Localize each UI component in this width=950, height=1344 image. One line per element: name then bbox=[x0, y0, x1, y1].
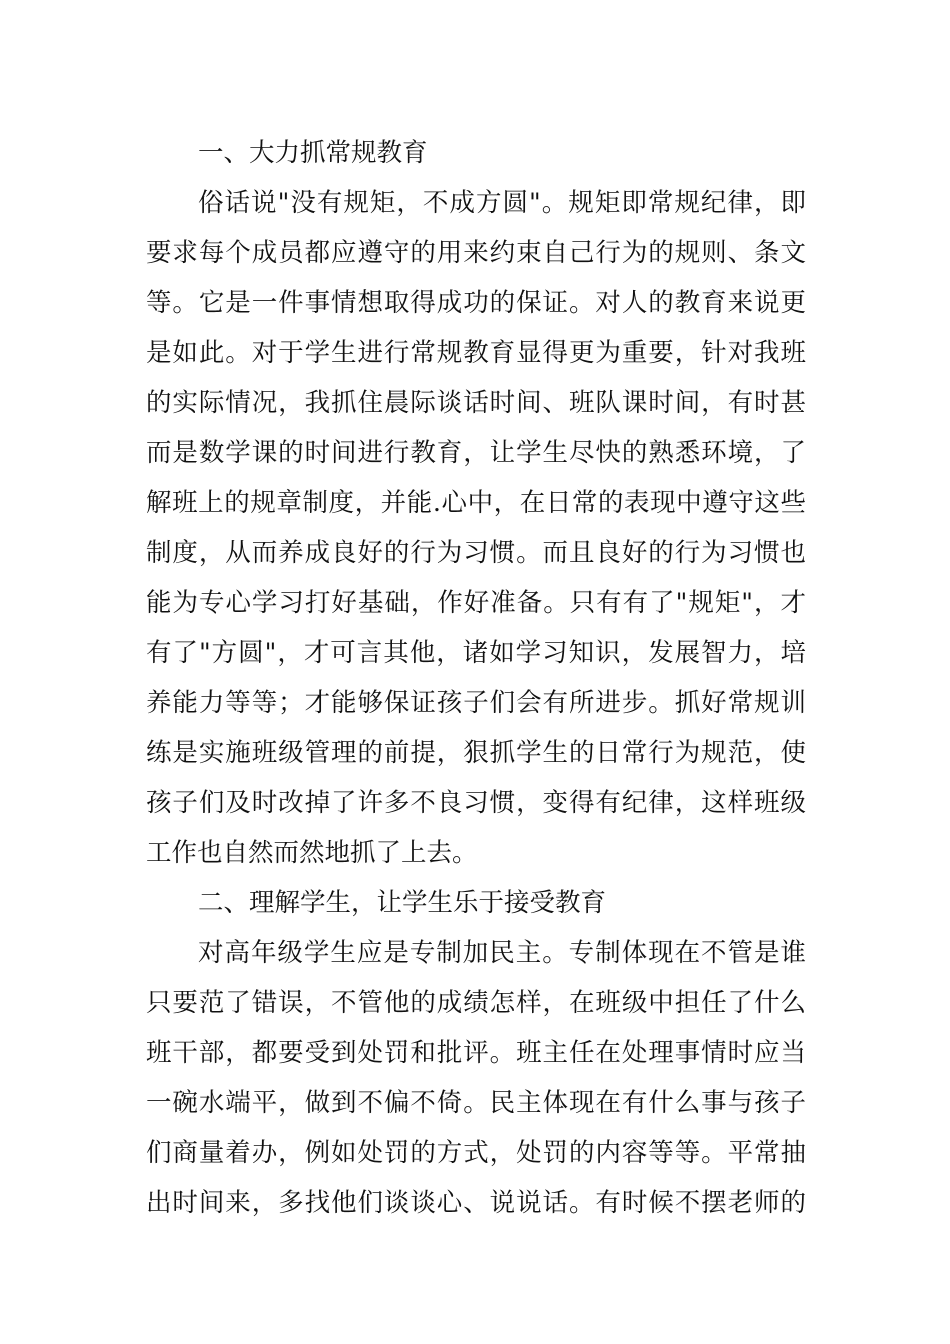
paragraph-2-line-4: 一碗水端平，做到不偏不倚。民主体现在有什么事与孩子 bbox=[146, 1088, 806, 1118]
section-heading-2: 二、理解学生，让学生乐于接受教育 bbox=[198, 888, 607, 918]
paragraph-1-line-6: 而是数学课的时间进行教育，让学生尽快的熟悉环境，了 bbox=[146, 438, 806, 468]
paragraph-1-line-7: 解班上的规章制度，并能.心中，在日常的表现中遵守这些 bbox=[146, 488, 806, 518]
paragraph-1-line-5: 的实际情况，我抓住晨际谈话时间、班队课时间，有时甚 bbox=[146, 388, 806, 418]
paragraph-1-line-9: 能为专心学习打好基础，作好准备。只有有了"规矩"，才 bbox=[146, 588, 806, 618]
paragraph-1-line-12: 练是实施班级管理的前提，狠抓学生的日常行为规范，使 bbox=[146, 738, 806, 768]
paragraph-1-line-3: 等。它是一件事情想取得成功的保证。对人的教育来说更 bbox=[146, 288, 806, 318]
paragraph-2-line-5: 们商量着办，例如处罚的方式，处罚的内容等等。平常抽 bbox=[146, 1138, 806, 1168]
paragraph-1-line-10: 有了"方圆"，才可言其他，诸如学习知识，发展智力，培 bbox=[146, 638, 806, 668]
document-body bbox=[146, 128, 806, 1228]
paragraph-1-line-14: 工作也自然而然地抓了上去。 bbox=[146, 838, 478, 868]
paragraph-2-line-3: 班干部，都要受到处罚和批评。班主任在处理事情时应当 bbox=[146, 1038, 806, 1068]
paragraph-2-line-6: 出时间来，多找他们谈谈心、说说话。有时候不摆老师的 bbox=[146, 1188, 806, 1218]
paragraph-1-line-8: 制度，从而养成良好的行为习惯。而且良好的行为习惯也 bbox=[146, 538, 806, 568]
section-heading-1: 一、大力抓常规教育 bbox=[198, 138, 428, 168]
paragraph-2-line-1: 对高年级学生应是专制加民主。专制体现在不管是谁 bbox=[198, 938, 806, 968]
paragraph-1-line-2: 要求每个成员都应遵守的用来约束自己行为的规则、条文 bbox=[146, 238, 806, 268]
paragraph-1-line-4: 是如此。对于学生进行常规教育显得更为重要，针对我班 bbox=[146, 338, 806, 368]
paragraph-2-line-2: 只要范了错误，不管他的成绩怎样，在班级中担任了什么 bbox=[146, 988, 806, 1018]
paragraph-1-line-11: 养能力等等；才能够保证孩子们会有所进步。抓好常规训 bbox=[146, 688, 806, 718]
paragraph-1-line-13: 孩子们及时改掉了许多不良习惯，变得有纪律，这样班级 bbox=[146, 788, 806, 818]
paragraph-1-line-1: 俗话说"没有规矩，不成方圆"。规矩即常规纪律，即 bbox=[198, 188, 806, 218]
